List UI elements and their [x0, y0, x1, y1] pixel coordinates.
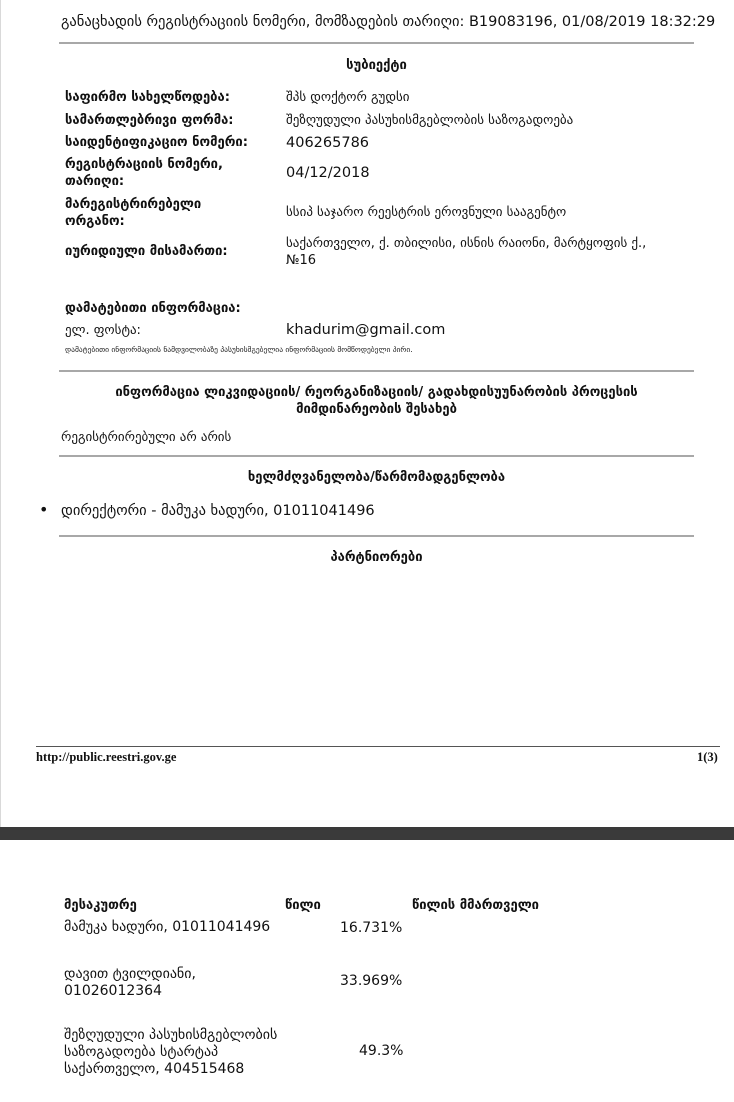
label-registration-number-date: რეგისტრაციის ნომერი, თარიღი:: [65, 157, 223, 189]
section-title-subject: სუბიექტი: [346, 58, 407, 73]
value-company-name: შპს დოქტორ გუდსი: [286, 90, 410, 105]
section-title-liquidation-line1: ინფორმაცია ლიკვიდაციის/ რეორგანიზაციის/ გადახდისუუნარობის პროცესის: [115, 385, 638, 400]
value-legal-form: შეზღუდული პასუხისმგებლობის საზოგადოება: [286, 113, 574, 128]
document-page-2: [0, 840, 734, 1102]
owners-header-share: წილი: [285, 898, 321, 913]
footer-page-number: 1(3): [697, 750, 718, 764]
label-legal-address: იურიდიული მისამართი:: [65, 244, 228, 259]
liquidation-divider: [59, 455, 694, 457]
value-legal-address: საქართველო, ქ. თბილისი, ისნის რაიონი, მარტყოფის ქ., №16: [286, 236, 647, 268]
owner-name: დავით ტვილდიანი, 01026012364: [64, 966, 196, 999]
section-title-partners: პარტნიორები: [330, 550, 423, 565]
header-divider: [59, 42, 694, 44]
email-label: ელ. ფოსტა:: [65, 323, 141, 338]
page-gap: [0, 827, 734, 840]
footer-url[interactable]: http://public.reestri.gov.ge: [36, 750, 177, 764]
additional-divider: [59, 370, 694, 372]
owner-name: მამუკა ხადური, 01011041496: [64, 919, 271, 935]
label-legal-form: სამართლებრივი ფორმა:: [65, 113, 234, 128]
application-header: განაცხადის რეგისტრაციის ნომერი, მომზადების თარიღი: B19083196, 01/08/2019 18:32:29: [61, 14, 716, 30]
label-identification-number: საიდენტიფიკაციო ნომერი:: [65, 135, 248, 150]
email-value: khadurim@gmail.com: [286, 322, 446, 338]
section-title-liquidation-line2: მიმდინარეობის შესახებ: [296, 402, 457, 417]
footer-divider: [36, 746, 720, 747]
section-title-management: ხელმძღვანელობა/წარმომადგენლობა: [247, 470, 506, 485]
label-registering-body: მარეგისტრირებელი ორგანო:: [65, 197, 202, 229]
management-item: დირექტორი - მამუკა ხადური, 01011041496: [61, 503, 375, 519]
owner-share: 16.731%: [340, 920, 403, 936]
management-divider: [59, 535, 694, 537]
value-registration-date: 04/12/2018: [286, 165, 370, 181]
owners-header-share-manager: წილის მმართველი: [412, 898, 539, 913]
owners-header-owner: მესაკუთრე: [64, 898, 137, 913]
owner-share: 33.969%: [340, 973, 403, 989]
additional-info-title: დამატებითი ინფორმაცია:: [65, 301, 241, 316]
owner-name: შეზღუდული პასუხისმგებლობის საზოგადოება სტარტაპ საქართველო, 404515468: [64, 1027, 278, 1077]
liquidation-status: რეგისტრირებული არ არის: [61, 430, 232, 445]
value-identification-number: 406265786: [286, 135, 370, 151]
owner-share: 49.3%: [359, 1043, 404, 1059]
value-registering-body: სსიპ საჯარო რეესტრის ეროვნული სააგენტო: [286, 205, 567, 220]
label-company-name: საფირმო სახელწოდება:: [65, 90, 230, 105]
bullet-icon: •: [39, 500, 49, 519]
additional-info-note: დამატებითი ინფორმაციის ნამდვილობაზე პასუხისმგებელია ინფორმაციის მომწოდებელი პირი.: [65, 345, 413, 354]
